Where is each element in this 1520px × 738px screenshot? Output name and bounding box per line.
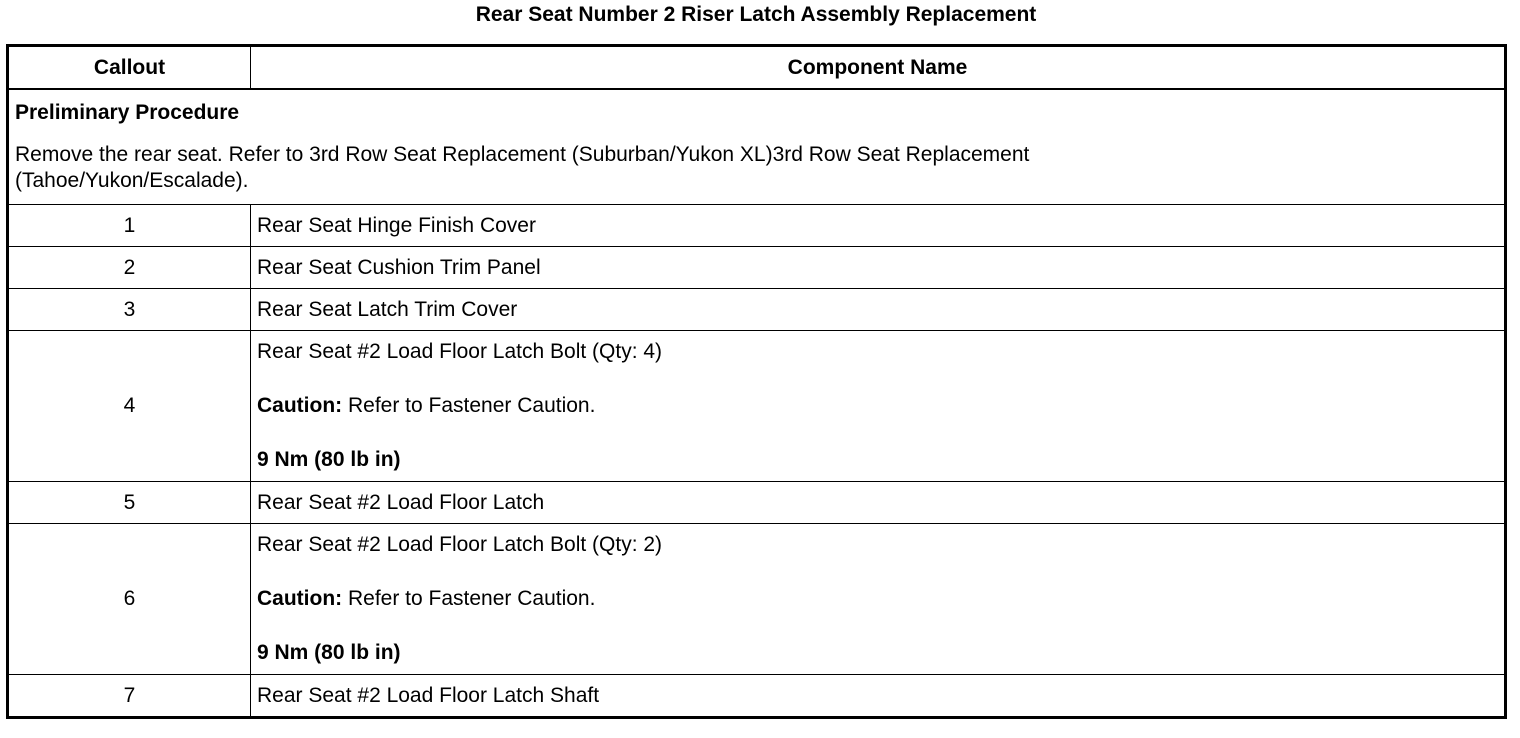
component-name: Rear Seat Latch Trim Cover xyxy=(251,289,1506,331)
table-row xyxy=(8,247,1506,289)
callout-number: 2 xyxy=(8,247,251,289)
component-name-cell xyxy=(251,331,1506,482)
component-name: Rear Seat #2 Load Floor Latch xyxy=(251,482,1506,524)
table-row xyxy=(8,482,1506,524)
callout-number: 5 xyxy=(8,482,251,524)
table-row xyxy=(8,331,1506,482)
preliminary-procedure-heading: Preliminary Procedure xyxy=(15,101,240,124)
table-row xyxy=(8,524,1506,675)
component-name-cell xyxy=(251,524,1506,675)
table-row xyxy=(8,675,1506,718)
component-name: Rear Seat Cushion Trim Panel xyxy=(251,247,1506,289)
procedure-table xyxy=(6,44,1507,719)
callout-number: 6 xyxy=(8,524,251,675)
callout-number: 1 xyxy=(8,205,251,247)
preliminary-procedure-row xyxy=(8,89,1506,205)
component-name: Rear Seat Hinge Finish Cover xyxy=(251,205,1506,247)
caution-note xyxy=(257,393,1498,419)
component-name-column-header: Component Name xyxy=(251,46,1506,90)
caution-label: Caution: xyxy=(257,587,343,610)
caution-text: Refer to Fastener Caution. xyxy=(342,587,596,610)
callout-column-header: Callout xyxy=(8,46,251,90)
table-row xyxy=(8,205,1506,247)
callout-number: 3 xyxy=(8,289,251,331)
component-name: Rear Seat #2 Load Floor Latch Shaft xyxy=(251,675,1506,718)
preliminary-procedure-cell xyxy=(8,89,1506,205)
document-title: Rear Seat Number 2 Riser Latch Assembly Replacement xyxy=(475,3,1037,26)
torque-spec: 9 Nm (80 lb in) xyxy=(257,641,401,664)
preliminary-procedure-text: Remove the rear seat. Refer to 3rd Row Seat Replacement (Suburban/Yukon XL)3rd Row Seat Replacement (Tahoe/Yukon/Escalade). xyxy=(15,143,1030,192)
table-header-row xyxy=(8,46,1506,90)
caution-note xyxy=(257,586,1498,612)
callout-number: 4 xyxy=(8,331,251,482)
caution-label: Caution: xyxy=(257,394,343,417)
component-name: Rear Seat #2 Load Floor Latch Bolt (Qty: 4) xyxy=(257,340,663,363)
caution-text: Refer to Fastener Caution. xyxy=(342,394,596,417)
table-row xyxy=(8,289,1506,331)
torque-spec: 9 Nm (80 lb in) xyxy=(257,448,401,471)
callout-number: 7 xyxy=(8,675,251,718)
component-name: Rear Seat #2 Load Floor Latch Bolt (Qty: 2) xyxy=(257,533,663,556)
